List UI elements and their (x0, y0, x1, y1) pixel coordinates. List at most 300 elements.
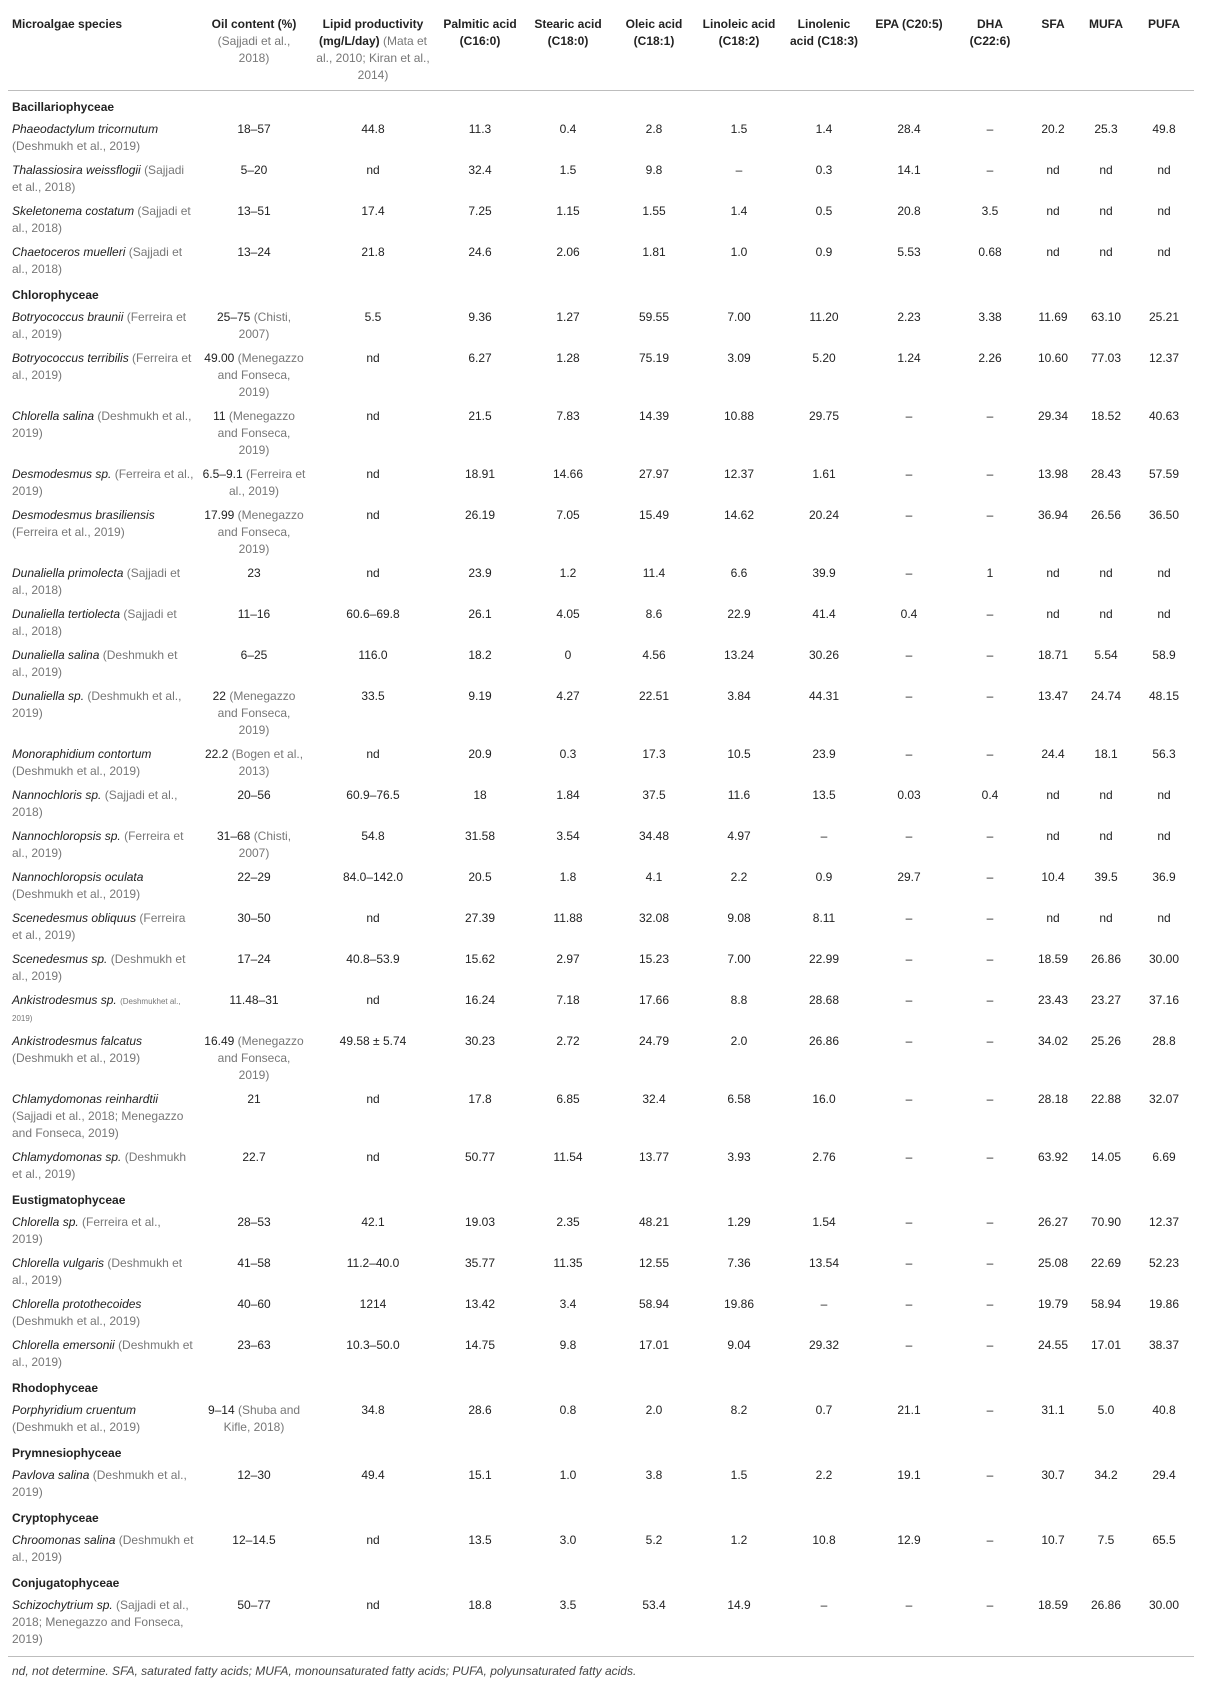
fatty-acid-value: 19.79 (1028, 1293, 1078, 1334)
lipid-productivity-value: 54.8 (361, 829, 384, 843)
table-row (8, 347, 1194, 405)
fatty-acid-value: 11.6 (696, 784, 782, 825)
lipid-productivity-cell (310, 784, 436, 825)
fatty-acid-value: 1.84 (524, 784, 612, 825)
fatty-acid-value: 17.01 (612, 1334, 696, 1375)
species-name: Chaetoceros muelleri (12, 245, 125, 259)
fatty-acid-value: nd (1078, 200, 1134, 241)
fatty-acid-value: 2.72 (524, 1030, 612, 1088)
species-reference: (Deshmukh et al., 2019) (12, 764, 140, 778)
lipid-productivity-value: 40.8–53.9 (346, 952, 399, 966)
lipid-productivity-value: 60.6–69.8 (346, 607, 399, 621)
lipid-productivity-cell (310, 1146, 436, 1187)
fatty-acid-value: – (696, 159, 782, 200)
oil-content-cell (198, 784, 310, 825)
oil-content-cell (198, 644, 310, 685)
fatty-acid-value: 2.2 (696, 866, 782, 907)
oil-content-reference: (Menegazzo and Fonseca, 2019) (218, 508, 304, 556)
species-reference: (Ferreira et al., 2019) (12, 525, 125, 539)
fatty-acid-value: 10.60 (1028, 347, 1078, 405)
fatty-acid-value: – (866, 907, 952, 948)
lipid-productivity-value: 17.4 (361, 204, 384, 218)
fatty-acid-value: 5.0 (1078, 1399, 1134, 1440)
fatty-acid-value: – (952, 1293, 1028, 1334)
fatty-acid-value: 18.91 (436, 463, 524, 504)
fatty-acid-value: – (952, 1594, 1028, 1657)
fatty-acid-value: nd (1078, 159, 1134, 200)
species-cell (8, 989, 198, 1030)
group-name: Cryptophyceae (8, 1505, 1194, 1529)
lipid-productivity-cell (310, 907, 436, 948)
lipid-productivity-cell (310, 1594, 436, 1657)
species-cell (8, 1464, 198, 1505)
species-reference: (Deshmukhet al., 2019) (12, 997, 181, 1023)
fatty-acid-value: 56.3 (1134, 743, 1194, 784)
footnote: nd, not determine. SFA, saturated fatty acids; MUFA, monounsaturated fatty acids; PUFA, polyunsaturated fatty acids. (8, 1657, 1194, 1684)
fatty-acid-value: 13.5 (782, 784, 866, 825)
species-name: Chroomonas salina (12, 1533, 115, 1547)
oil-content-value: 11.48–31 (229, 993, 278, 1007)
species-cell (8, 784, 198, 825)
fatty-acid-value: – (866, 948, 952, 989)
fatty-acid-value: 9.8 (524, 1334, 612, 1375)
table-row (8, 159, 1194, 200)
fatty-acid-value: 15.1 (436, 1464, 524, 1505)
lipid-productivity-cell (310, 685, 436, 743)
fatty-acid-value: 1.27 (524, 306, 612, 347)
fatty-acid-value: 14.1 (866, 159, 952, 200)
fatty-acid-value: 0.5 (782, 200, 866, 241)
fatty-acid-value: 10.8 (782, 1529, 866, 1570)
column-header-reference: (Sajjadi et al., 2018) (218, 34, 291, 65)
fatty-acid-value: 13.98 (1028, 463, 1078, 504)
table-row (8, 685, 1194, 743)
table-body (8, 91, 1194, 1657)
fatty-acid-value: nd (1078, 241, 1134, 282)
lipid-productivity-value: 84.0–142.0 (343, 870, 403, 884)
fatty-acid-value: 48.21 (612, 1211, 696, 1252)
fatty-acid-value: 14.66 (524, 463, 612, 504)
lipid-productivity-value: 11.2–40.0 (347, 1256, 400, 1270)
column-header-label: Lipid productivity (mg/L/day) (319, 17, 423, 48)
lipid-productivity-cell (310, 1211, 436, 1252)
oil-content-cell (198, 562, 310, 603)
fatty-acid-value: 1.4 (782, 118, 866, 159)
table-row (8, 504, 1194, 562)
fatty-acid-value: 17.3 (612, 743, 696, 784)
column-header-label: PUFA (1148, 17, 1180, 31)
fatty-acid-value: 0.9 (782, 866, 866, 907)
species-cell (8, 603, 198, 644)
fatty-acid-value: 11.4 (612, 562, 696, 603)
fatty-acid-value: 49.8 (1134, 118, 1194, 159)
lipid-productivity-value: 116.0 (358, 648, 387, 662)
oil-content-reference: (Shuba and Kifle, 2018) (224, 1403, 300, 1434)
column-header (952, 8, 1028, 91)
fatty-acid-value: 4.1 (612, 866, 696, 907)
column-header-label: Stearic acid (C18:0) (534, 17, 601, 48)
fatty-acid-value: – (866, 1030, 952, 1088)
fatty-acid-value: 17.66 (612, 989, 696, 1030)
species-name: Dunaliella primolecta (12, 566, 123, 580)
fatty-acid-value: 20.5 (436, 866, 524, 907)
species-name: Chlamydomonas sp. (12, 1150, 121, 1164)
oil-content-value: 9–14 (208, 1403, 235, 1417)
column-header (524, 8, 612, 91)
oil-content-reference: (Menegazzo and Fonseca, 2019) (218, 351, 304, 399)
fatty-acid-value: 5.2 (612, 1529, 696, 1570)
fatty-acid-value: 36.94 (1028, 504, 1078, 562)
fatty-acid-value: 7.05 (524, 504, 612, 562)
species-cell (8, 685, 198, 743)
fatty-acid-value: nd (1134, 241, 1194, 282)
oil-content-value: 17.99 (204, 508, 234, 522)
lipid-productivity-cell (310, 1088, 436, 1146)
fatty-acid-value: 2.06 (524, 241, 612, 282)
oil-content-value: 21 (247, 1092, 260, 1106)
fatty-acid-value: 26.27 (1028, 1211, 1078, 1252)
fatty-acid-value: 1.81 (612, 241, 696, 282)
fatty-acid-value: 1.28 (524, 347, 612, 405)
fatty-acid-value: 0.9 (782, 241, 866, 282)
fatty-acid-value: 28.8 (1134, 1030, 1194, 1088)
fatty-acid-value: 24.74 (1078, 685, 1134, 743)
lipid-productivity-value: 60.9–76.5 (346, 788, 399, 802)
fatty-acid-value: 25.26 (1078, 1030, 1134, 1088)
fatty-acid-value: – (866, 1146, 952, 1187)
species-reference: (Deshmukh et al., 2019) (12, 887, 140, 901)
fatty-acid-value: 4.97 (696, 825, 782, 866)
fatty-acid-value: 12.37 (1134, 1211, 1194, 1252)
lipid-productivity-cell (310, 200, 436, 241)
fatty-acid-value: 23.27 (1078, 989, 1134, 1030)
species-cell (8, 504, 198, 562)
fatty-acid-value: 22.9 (696, 603, 782, 644)
fatty-acid-value: 26.86 (1078, 1594, 1134, 1657)
fatty-acid-value: 2.0 (612, 1399, 696, 1440)
oil-content-cell (198, 603, 310, 644)
fatty-acid-value: 1.5 (696, 118, 782, 159)
fatty-acid-value: 13.77 (612, 1146, 696, 1187)
lipid-productivity-value: nd (366, 1092, 379, 1106)
oil-content-cell (198, 1529, 310, 1570)
species-reference: (Deshmukh et al., 2019) (12, 409, 191, 440)
fatty-acid-value: 29.32 (782, 1334, 866, 1375)
species-name: Nannochloropsis sp. (12, 829, 121, 843)
fatty-acid-value: 18.59 (1028, 1594, 1078, 1657)
fatty-acid-value: 70.90 (1078, 1211, 1134, 1252)
lipid-productivity-value: 42.1 (361, 1215, 384, 1229)
group-name: Bacillariophyceae (8, 91, 1194, 119)
oil-content-value: 13–51 (237, 204, 270, 218)
fatty-acid-value: 7.00 (696, 948, 782, 989)
fatty-acid-value: 57.59 (1134, 463, 1194, 504)
fatty-acid-value: 30.00 (1134, 948, 1194, 989)
fatty-acid-value: 77.03 (1078, 347, 1134, 405)
oil-content-reference: (Ferreira et al., 2019) (229, 467, 305, 498)
oil-content-cell (198, 306, 310, 347)
oil-content-value: 23 (247, 566, 260, 580)
fatty-acid-value: nd (1134, 562, 1194, 603)
fatty-acid-value: 11.20 (782, 306, 866, 347)
species-name: Chlorella sp. (12, 1215, 79, 1229)
species-cell (8, 200, 198, 241)
fatty-acid-value: 25.08 (1028, 1252, 1078, 1293)
fatty-acid-value: 15.49 (612, 504, 696, 562)
fatty-acid-value: 5.53 (866, 241, 952, 282)
fatty-acid-value: – (952, 405, 1028, 463)
fatty-acid-value: 36.50 (1134, 504, 1194, 562)
fatty-acid-value: 0 (524, 644, 612, 685)
fatty-acid-value: 21.1 (866, 1399, 952, 1440)
lipid-productivity-value: nd (366, 1150, 379, 1164)
oil-content-cell (198, 1252, 310, 1293)
fatty-acid-value: – (952, 463, 1028, 504)
fatty-acid-value: 6.69 (1134, 1146, 1194, 1187)
column-header (1134, 8, 1194, 91)
fatty-acid-value: – (952, 1529, 1028, 1570)
fatty-acid-value: 6.85 (524, 1088, 612, 1146)
species-reference: (Deshmukh et al., 2019) (12, 1533, 193, 1564)
group-row (8, 282, 1194, 306)
fatty-acid-value: 26.56 (1078, 504, 1134, 562)
group-row (8, 1440, 1194, 1464)
table-row (8, 989, 1194, 1030)
species-cell (8, 463, 198, 504)
fatty-acid-value: 44.31 (782, 685, 866, 743)
species-name: Schizochytrium sp. (12, 1598, 113, 1612)
species-cell (8, 118, 198, 159)
fatty-acid-value: 22.51 (612, 685, 696, 743)
fatty-acid-value: 30.23 (436, 1030, 524, 1088)
lipid-productivity-cell (310, 1293, 436, 1334)
table-row (8, 1399, 1194, 1440)
species-cell (8, 1146, 198, 1187)
oil-content-cell (198, 504, 310, 562)
fatty-acid-value: 19.86 (696, 1293, 782, 1334)
lipid-productivity-cell (310, 866, 436, 907)
table-header (8, 8, 1194, 91)
fatty-acid-value: – (952, 1088, 1028, 1146)
table-row (8, 743, 1194, 784)
lipid-productivity-cell (310, 825, 436, 866)
fatty-acid-value: 6.27 (436, 347, 524, 405)
lipid-productivity-value: nd (366, 409, 379, 423)
fatty-acid-value: 3.54 (524, 825, 612, 866)
oil-content-value: 6–25 (241, 648, 268, 662)
fatty-acid-value: 22.69 (1078, 1252, 1134, 1293)
table-row (8, 118, 1194, 159)
table-row (8, 1088, 1194, 1146)
fatty-acid-value: 1.29 (696, 1211, 782, 1252)
species-name: Chlorella protothecoides (12, 1297, 141, 1311)
group-row (8, 1187, 1194, 1211)
fatty-acid-value: 10.5 (696, 743, 782, 784)
lipid-productivity-cell (310, 306, 436, 347)
lipid-productivity-cell (310, 118, 436, 159)
species-name: Chlorella salina (12, 409, 94, 423)
fatty-acid-value: 9.08 (696, 907, 782, 948)
fatty-acid-value: – (952, 1211, 1028, 1252)
fatty-acid-value: 28.4 (866, 118, 952, 159)
fatty-acid-value: 13.24 (696, 644, 782, 685)
oil-content-reference: (Menegazzo and Fonseca, 2019) (218, 1034, 304, 1082)
fatty-acid-value: – (866, 644, 952, 685)
fatty-acid-value: 29.75 (782, 405, 866, 463)
fatty-acid-value: – (952, 1334, 1028, 1375)
fatty-acid-value: 7.83 (524, 405, 612, 463)
fatty-acid-value: 63.92 (1028, 1146, 1078, 1187)
fatty-acid-value: 1.2 (524, 562, 612, 603)
fatty-acid-value: 10.4 (1028, 866, 1078, 907)
oil-content-cell (198, 1211, 310, 1252)
oil-content-value: 5–20 (241, 163, 268, 177)
fatty-acid-value: 1.8 (524, 866, 612, 907)
species-cell (8, 241, 198, 282)
fatty-acid-value: 0.4 (866, 603, 952, 644)
fatty-acid-value: 20.9 (436, 743, 524, 784)
species-cell (8, 1211, 198, 1252)
fatty-acid-value: 32.07 (1134, 1088, 1194, 1146)
column-header (436, 8, 524, 91)
fatty-acid-value: 59.55 (612, 306, 696, 347)
fatty-acid-value: 1.2 (696, 1529, 782, 1570)
fatty-acid-value: nd (1028, 784, 1078, 825)
oil-content-value: 25–75 (217, 310, 250, 324)
oil-content-reference: (Chisti, 2007) (239, 829, 291, 860)
species-cell (8, 743, 198, 784)
table-row (8, 562, 1194, 603)
fatty-acid-value: 8.8 (696, 989, 782, 1030)
fatty-acid-value: 3.09 (696, 347, 782, 405)
species-reference: (Sajjadi et al., 2018) (12, 245, 182, 276)
species-cell (8, 1252, 198, 1293)
fatty-acid-value: 0.4 (952, 784, 1028, 825)
fatty-acid-value: 31.1 (1028, 1399, 1078, 1440)
fatty-acid-value: 58.9 (1134, 644, 1194, 685)
lipid-productivity-cell (310, 241, 436, 282)
fatty-acid-value: 20.8 (866, 200, 952, 241)
table-row (8, 1594, 1194, 1657)
species-name: Desmodesmus brasiliensis (12, 508, 155, 522)
oil-content-value: 6.5–9.1 (203, 467, 243, 481)
fatty-acid-value: 1 (952, 562, 1028, 603)
fatty-acid-value: 32.4 (436, 159, 524, 200)
fatty-acid-value: – (866, 825, 952, 866)
lipid-productivity-cell (310, 743, 436, 784)
fatty-acid-value: 20.24 (782, 504, 866, 562)
fatty-acid-value: nd (1028, 200, 1078, 241)
fatty-acid-value: – (866, 989, 952, 1030)
fatty-acid-value: – (782, 1594, 866, 1657)
species-name: Pavlova salina (12, 1468, 89, 1482)
oil-content-value: 41–58 (237, 1256, 270, 1270)
lipid-productivity-value: 1214 (360, 1297, 387, 1311)
fatty-acid-value: nd (1078, 562, 1134, 603)
fatty-acid-value: 1.55 (612, 200, 696, 241)
lipid-productivity-cell (310, 159, 436, 200)
fatty-acid-value: 18.2 (436, 644, 524, 685)
species-name: Porphyridium cruentum (12, 1403, 136, 1417)
lipid-productivity-value: nd (366, 1533, 379, 1547)
oil-content-cell (198, 1293, 310, 1334)
oil-content-reference: (Chisti, 2007) (239, 310, 291, 341)
lipid-productivity-cell (310, 603, 436, 644)
oil-content-value: 16.49 (204, 1034, 234, 1048)
oil-content-value: 22.7 (242, 1150, 265, 1164)
table-row (8, 784, 1194, 825)
fatty-acid-value: – (866, 1211, 952, 1252)
column-header-label: MUFA (1089, 17, 1123, 31)
fatty-acid-value: 11.35 (524, 1252, 612, 1293)
fatty-acid-value: 22.99 (782, 948, 866, 989)
fatty-acid-value: 15.62 (436, 948, 524, 989)
lipid-productivity-value: 33.5 (361, 689, 384, 703)
fatty-acid-value: nd (1028, 562, 1078, 603)
oil-content-value: 31–68 (217, 829, 250, 843)
species-reference: (Sajjadi et al., 2018) (12, 607, 177, 638)
fatty-acid-value: 29.34 (1028, 405, 1078, 463)
species-name: Nannochloris sp. (12, 788, 101, 802)
lipid-productivity-value: 21.8 (361, 245, 384, 259)
fatty-acid-value: – (952, 907, 1028, 948)
fatty-acid-value: 0.7 (782, 1399, 866, 1440)
lipid-productivity-cell (310, 463, 436, 504)
fatty-acid-value: 16.0 (782, 1088, 866, 1146)
fatty-acid-value: – (866, 405, 952, 463)
fatty-acid-value: 17.8 (436, 1088, 524, 1146)
fatty-acid-value: – (952, 644, 1028, 685)
fatty-acid-value: 3.4 (524, 1293, 612, 1334)
fatty-acid-value: nd (1134, 603, 1194, 644)
fatty-acid-value: nd (1028, 907, 1078, 948)
fatty-acid-value: 63.10 (1078, 306, 1134, 347)
fatty-acid-value: 14.62 (696, 504, 782, 562)
fatty-acid-value: 6.6 (696, 562, 782, 603)
fatty-acid-value: 39.9 (782, 562, 866, 603)
fatty-acid-value: 2.8 (612, 118, 696, 159)
header-row (8, 8, 1194, 91)
fatty-acid-value: 7.18 (524, 989, 612, 1030)
oil-content-cell (198, 463, 310, 504)
species-cell (8, 1030, 198, 1088)
column-header (696, 8, 782, 91)
fatty-acid-value: 2.0 (696, 1030, 782, 1088)
lipid-productivity-value: nd (366, 467, 379, 481)
fatty-acid-value: 24.4 (1028, 743, 1078, 784)
table-row (8, 907, 1194, 948)
fatty-acid-value: 9.04 (696, 1334, 782, 1375)
fatty-acid-value: 7.36 (696, 1252, 782, 1293)
species-name: Phaeodactylum tricornutum (12, 122, 158, 136)
species-name: Thalassiosira weissflogii (12, 163, 141, 177)
species-reference: (Deshmukh et al., 2019) (12, 1051, 140, 1065)
table-row (8, 948, 1194, 989)
fatty-acid-value: 18 (436, 784, 524, 825)
oil-content-cell (198, 347, 310, 405)
species-cell (8, 562, 198, 603)
fatty-acid-value: 40.8 (1134, 1399, 1194, 1440)
species-reference: (Deshmukh et al., 2019) (12, 1256, 182, 1287)
species-cell (8, 644, 198, 685)
oil-content-reference: (Menegazzo and Fonseca, 2019) (218, 409, 295, 457)
fatty-acid-value: 8.11 (782, 907, 866, 948)
fatty-acid-value: 1.0 (524, 1464, 612, 1505)
oil-content-cell (198, 1399, 310, 1440)
species-cell (8, 306, 198, 347)
fatty-acid-value: 39.5 (1078, 866, 1134, 907)
species-name: Dunaliella sp. (12, 689, 84, 703)
